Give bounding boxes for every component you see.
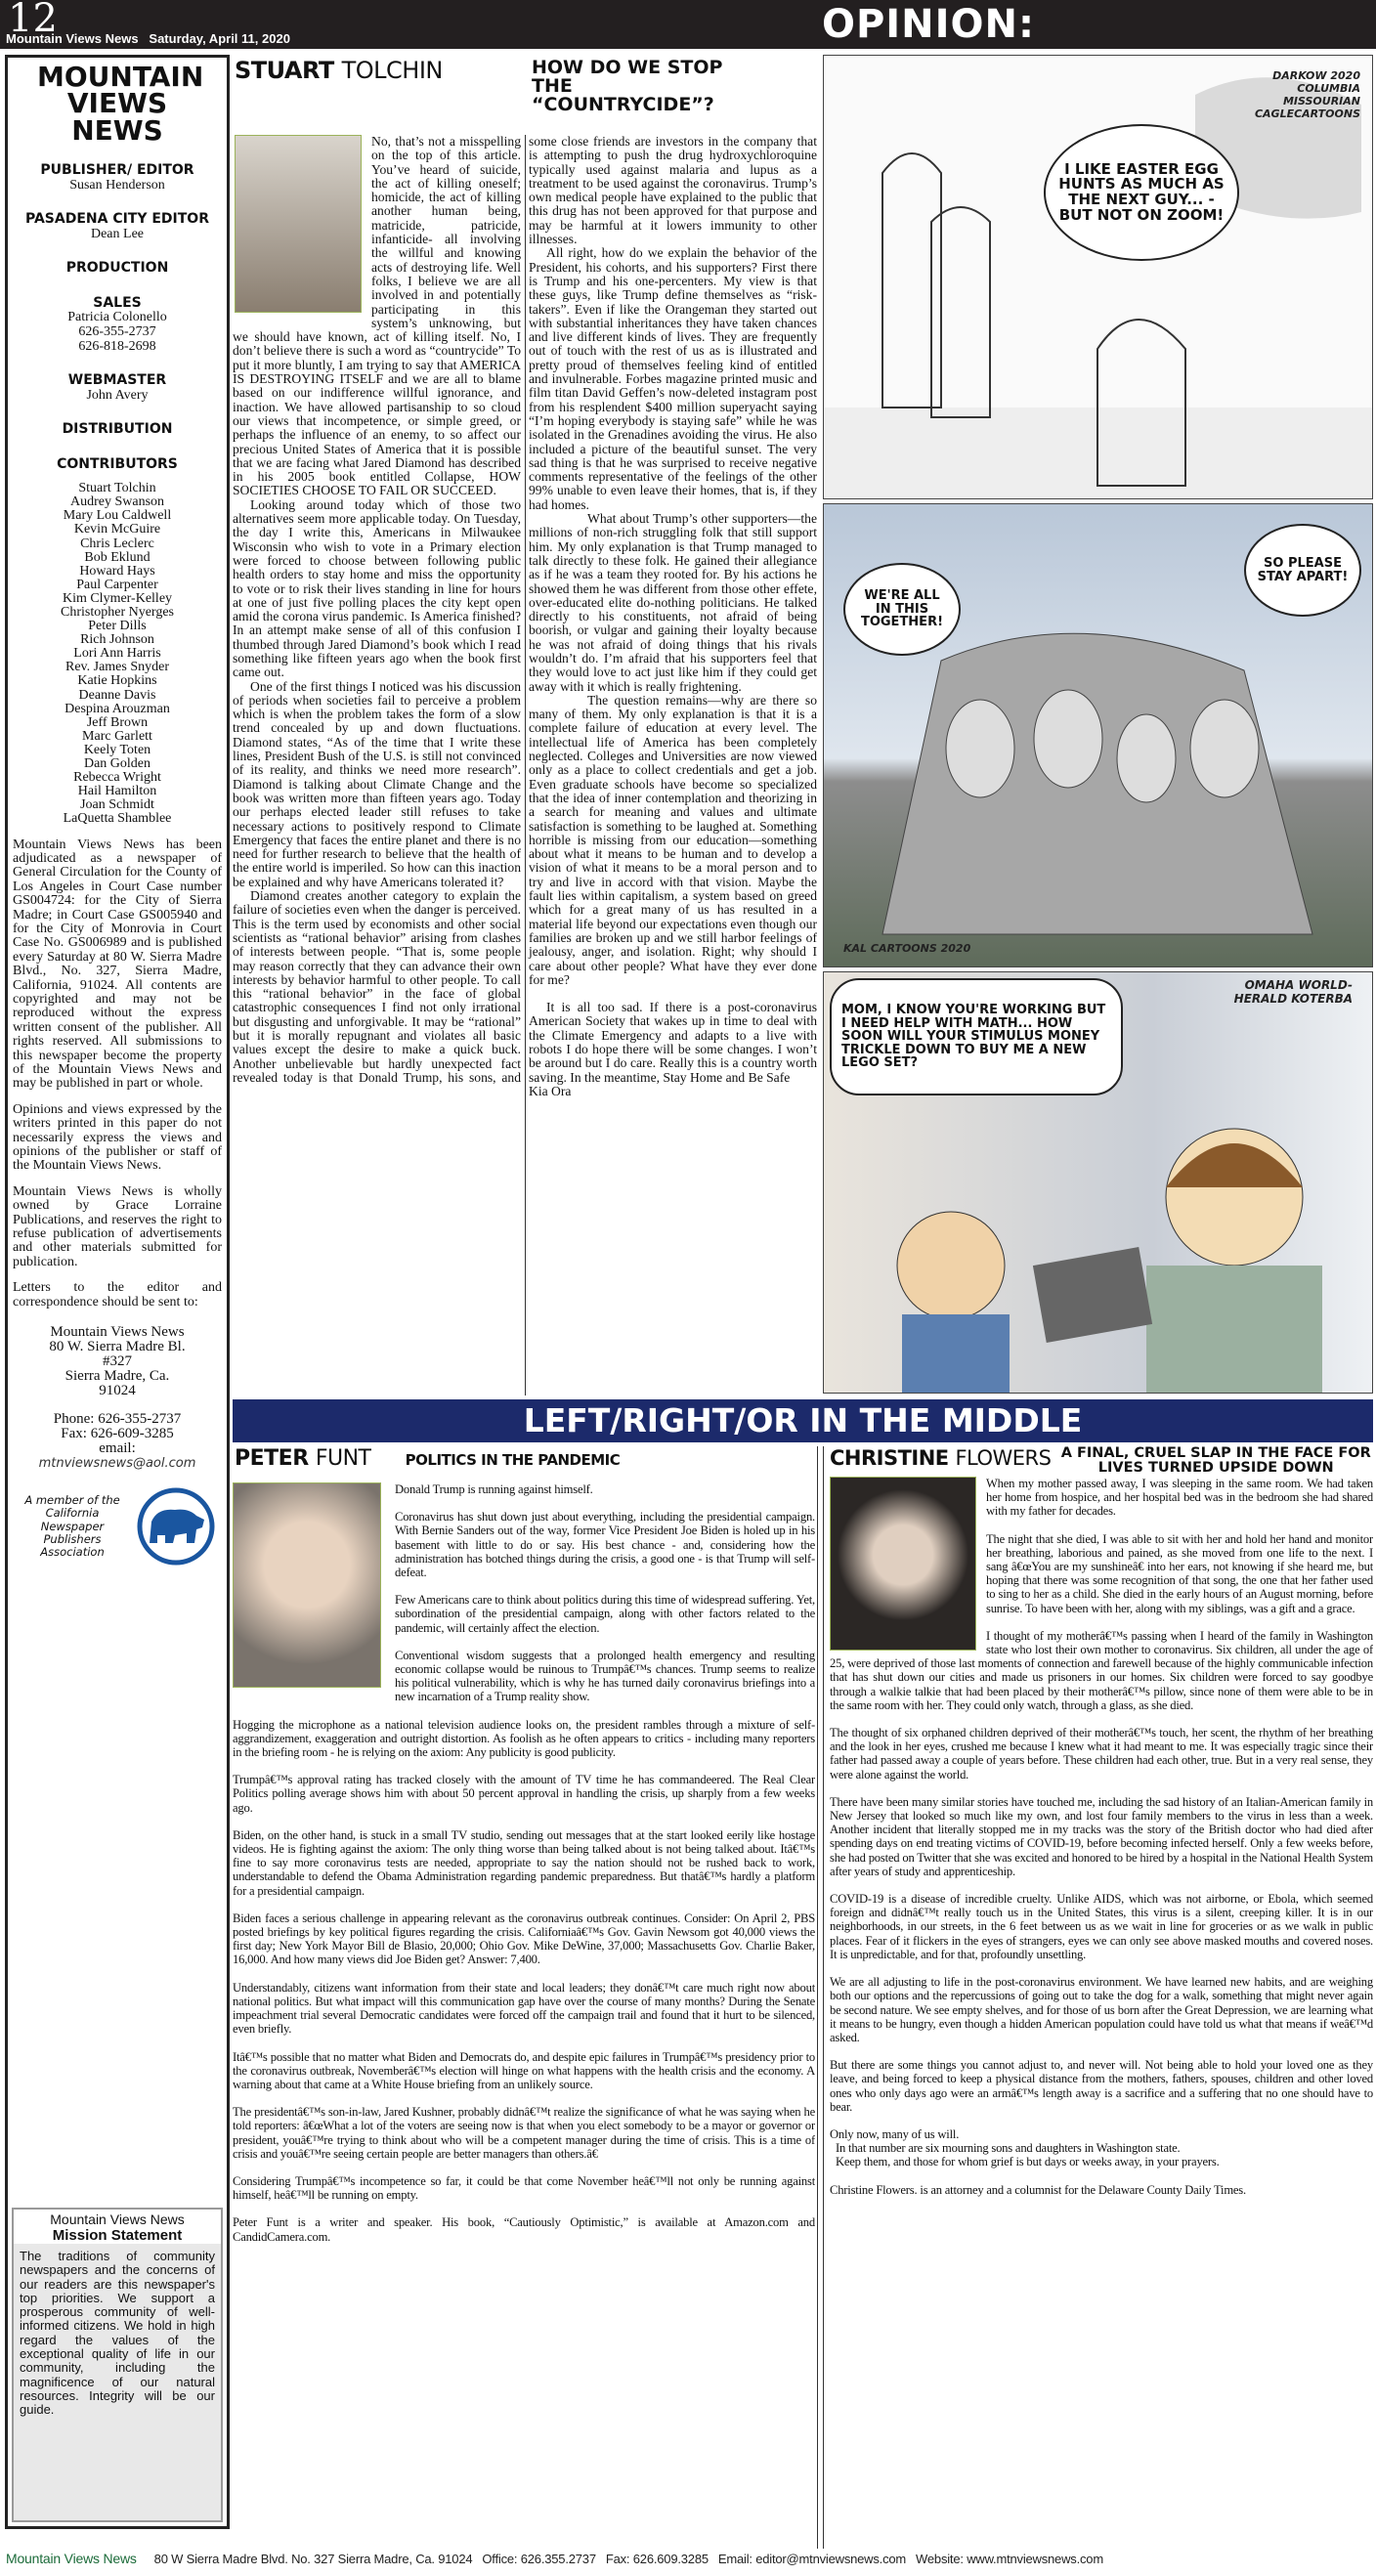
author-last: FLOWERS [955,1446,1052,1470]
contributor-name: Christopher Nyerges [61,605,174,621]
cartoon-mount-rushmore [823,503,1373,967]
masthead-date: Mountain Views News Saturday, April 11, 2020 [6,31,290,46]
article-paragraph: No, that’s not a misspelling on the top of this article. You’ve heard of suicide, the act of killing oneself; homicide, the act of killing another human being, matricide, patricide, infanticide- all involving the willful and knowing acts of destroying life. Well folks, I believe we are all involved in and potentially participating in this system’s unknowing, but we should have known, act of killing itself. No, I don’t believe there is such a word as “countrycide” To put it more bluntly, I am trying to say that AMERICA IS DESTROYING ITSELF and we are all to blame based on our indifference willful ignorance, and inaction. We have allowed partisanship to so cloud our views that incompetence, or simple greed, or perhaps the influence of an enemy, to so affect our precious United States of America that it is possible that we are facing what Jared Diamond has described in his 2005 book entitled Collapse, HOW SOCIETIES CHOOSE TO FAIL OR SUCCEED. [233,135,521,498]
article-paragraph: The question remains—why are there so many of them. My only explanation is that it is a complete failure of education at every level. The intellectual life of America has been completely neglected. Colleges and Universities are now viewed only as a place to collect credentials and get a job. Even graduate schools have become so specialized that the idea of inner contemplation and theorizing in a search for meaning and values and ultimate satisfaction is something to be laughed at. Something horrible is missing from our education—something about what it means to be human and to develop a vision of what it means to be a moral person and to try and live in accord with that vision. Maybe the fault lies within capitalism, a system based on greed which for a great many of us has resulted in a material life beyond our expectations even though our families are broken up and we still harbor feelings of jealousy, anger, and isolation. Right; why should I care about other people? What have they ever done for me? [529,692,817,987]
page-number: 12 [8,0,58,41]
contributor-name: Jeff Brown [86,714,149,730]
article-headline: POLITICS IN THE PANDEMIC [405,1451,621,1469]
author-bio: Christine Flowers. is an attorney and a columnist for the Delaware County Daily Times. [830,2182,1246,2197]
footer-email[interactable]: Email: editor@mtnviewsnews.com [717,2552,907,2566]
cartoon-stimulus-lego [823,971,1373,1394]
contact-line: Phone: 626-355-2737 [53,1411,182,1428]
staff-name: Susan Henderson [69,177,165,193]
article-paragraph: One of the first things I noticed was his discussion of periods when societies fail to perceive a problem which is when the problem takes the form of a slow trend concealed by up and down fluctuations. Diamond states, “As of the time that I write these lines, President Bush of the U.S. is still not convinced of its reality, and thinks we need more research”. Diamond is talking about Climate Change and the book was written more than fifteen years ago. Today our perhaps elected leader still refuses to take necessary actions to positively respond to Climate Emergency that faces the entire planet and there is no need for further research to believe that the health of the entire world is imperiled. So how can this inaction be explained and why have Americans tolerated it? [233,678,521,889]
page-header [0,0,1376,49]
legal-notice [8,838,227,1310]
section-banner: LEFT/RIGHT/OR IN THE MIDDLE [233,1399,1373,1442]
staff-role: SALES [93,294,142,311]
article-paragraph: The presidentâ€™s son-in-law, Jared Kushner, probably didnâ€™t realize the significance of what he was saying when he told reporters: â€œWhat a lot of the voters are seeing now is that when you elect somebody to be a mayor or governor or president, youâ€™re trying to think about who will be a competent manager during the time of crisis. This is a time of crisis and youâ€™re seeing certain people are better managers than others.â€ [233,2105,815,2161]
staff-list [8,163,227,472]
article-body [233,1482,815,2244]
article-paragraph: Kia Ora [529,1083,572,1098]
article-paragraph: Donald Trump is running against himself. [395,1482,593,1496]
notice-paragraph: Opinions and views expressed by the writers printed in this paper do not necessarily express the views and opinions of the publisher or staff of the Mountain Views News. [13,1101,222,1174]
cartoon-drawing-icon [824,56,1373,499]
article-paragraph: I thought of my motherâ€™s passing when I heard of the family in Washington state who lost their own mother to coronavirus. Six children, all under the age of 25, were deprived of those last moments of connection and farewell because of the highly communicable infection that has shut down our cities and made us prisoners in our homes. Six children were forced to say goodbye through a walkie talkie that had been placed by their motherâ€™s pillow, since none of them were able to be in the same room with her. They could only watch, through a glass, as she died. [830,1628,1373,1712]
author-first: CHRISTINE [830,1446,949,1470]
contributor-name: Audrey Swanson [69,494,165,510]
article-headline: A FINAL, CRUEL SLAP IN THE FACE FOR LIVES TURNED UPSIDE DOWN [1060,1446,1371,1476]
contributor-name: Paul Carpenter [76,577,158,592]
footer-office: Office: 626.355.2737 [482,2552,596,2566]
article-paragraph: When my mother passed away, I was sleeping in the same room. We had taken her home from hospice, and her hospital bed was in the bedroom she had shared with my father for decades. [986,1477,1373,1519]
article-paragraph: Diamond creates another category to explain the failure of societies even when the danger is perceived. This is the term used by economists and other social scientists as “rational behavior” arising from clashes of interests between people. “That is, some people may reason correctly that they can advance their own interests by behavior harmful to other people. To call this “rational behavior” in the face of global catastrophic consequences I find not only irrational but disgusting and unforgivable. It may be “rational” but it is morally repugnant and violates all basic values except the desire to make a quick buck. Another unbelievable but hardly unexpected fact revealed today is that Donald Trump, his sons, and some close friends are investors in the company that is attempting to push the drug hydroxychloroquine typically used against malaria and lupus as a treatment to be used against the coronavirus. Trump’s own medical people have explained to the public that this drug has not been approved for that purpose and may be harmful at it lowers immunity to other illnesses. [233,135,817,1085]
article-paragraph: Considering Trumpâ€™s incompetence so far, it could be that come November heâ€™ll not only be running against himself, heâ€™ll be running on empty. [233,2173,815,2203]
contributor-name: Mary Lou Caldwell [63,508,172,524]
cartoonist-signature: OMAHA WORLD-HERALD KOTERBA [1233,978,1353,1006]
staff-role: PRODUCTION [65,260,169,277]
article-paragraph: There have been many similar stories have touched me, including the sad history of an Italian-American family in New Jersey that looked so much like my own, and lost four family members to the virus in less than a week. Another incident that literally stopped me in my tracks was the story of the British doctor who had died after spending days on end treating victims of COVID-19, before becoming infected herself. Only a few weeks before, she had posted on Twitter that she was excited and honored to be hired by a hospital in the National Health System after years of study and apprenticeship. [830,1794,1373,1878]
contributor-name: Dan Golden [83,756,151,772]
article-paragraph: Itâ€™s possible that no matter what Biden and Democrats do, and despite epic failures in Trumpâ€™s presidency prior to the coronavirus outbreak, Novemberâ€™s election will hinge on what happens with the health crisis and the economy. A warning about that came at a White House briefing from an unlikely source. [233,2049,815,2091]
cartoonist-signature: KAL CARTOONS 2020 [843,942,971,955]
staff-name: Patricia Colonello [67,310,167,325]
article-paragraph: The night that she died, I was able to sit with her and hold her hand and monitor her breathing, laborious and pained, as she moved from one life to the next. I sang â€œYou are my sunshineâ€ into her ears, not knowing if she heard me, but hoping that there was some recognition of that song, the one that her father used to sing to her as a child. She died in the early hours of an August morning, before sunrise. To have been with her, along with my siblings, was a gift and a grace. [986,1531,1373,1615]
contributor-name: Rev. James Snyder [64,660,170,675]
contributor-name: Katie Hopkins [77,673,157,689]
author-photo [235,135,362,313]
article-paragraph: Understandably, citizens want information from their state and local leaders; they donâ€™t care much right now about national politics. But what impact will this communication gap have over the course of many months? During the Senate impeachment trial several Democratic candidates were forced off the campaign trail and found that it hurt to be silenced, even briefly. [233,1980,815,2037]
article-paragraph: Conventional wisdom suggests that a prolonged health emergency and resulting economic collapse would be ruinous to Trumpâ€™s chances. Trump seems to realize his political vulnerability, which is why he has turned daily coronavirus briefings into a new incarnation of a Trump reality show. [395,1648,815,1704]
page-footer [0,2551,1376,2574]
contributor-name: Keely Toten [83,742,151,757]
cnpa-membership [8,1486,227,1567]
notice-paragraph: Mountain Views News has been adjudicated as a newspaper of General Circulation for the County of Los Angeles in Court Case number GS004724: for the City of Sierra Madre; in Court Case GS005940 and for the City of Monrovia in Court Case No. GS006989 and is published every Saturday at 80 W. Sierra Madre Blvd., No. 327, Sierra Madre, California, 91024. All contents are copyrighted and may not be reproduced without the express written consent of the publisher. All rights reserved. All submissions to this newspaper become the property of the Mountain Views News and may be published in part or whole. [13,837,222,1092]
article-tolchin [233,55,817,1395]
contributor-name: Howard Hays [79,563,155,579]
staff-name: 626-355-2737 [78,323,156,339]
contributor-name: Rebecca Wright [73,770,161,786]
footer-address: 80 W Sierra Madre Blvd. No. 327 Sierra Madre, Ca. 91024 [153,2552,473,2566]
section-title: OPINION: [821,2,1036,47]
author-first: PETER [235,1446,309,1471]
staff-role: WEBMASTER [67,372,167,389]
speech-bubble-left: WE'RE ALL IN THIS TOGETHER! [843,563,961,656]
address-line: 91024 [99,1383,136,1399]
contributor-name: Marc Garlett [82,728,152,744]
footer-brand: Mountain Views News [6,2551,137,2566]
notice-paragraph: Letters to the editor and correspondence should be sent to: [13,1280,222,1309]
address-line: 80 W. Sierra Madre Bl. [49,1339,186,1355]
notice-paragraph: Mountain Views News is wholly owned by Grace Lorraine Publications, and reserves the right to refuse publication of advertisements and other materials submitted for publication. [13,1183,222,1269]
member-text: A member of the California Newspaper Publishers Association [24,1493,120,1559]
contributor-name: Kim Clymer-Kelley [62,590,173,606]
article-paragraph: Peter Funt is a writer and speaker. His book, “Cautiously Optimistic,” is available at Amazon.com and CandidCamera.com. [233,2215,815,2244]
mission-text: The traditions of community newspapers and the concerns of our readers are this newspaper's top priorities. We support a prosperous community of well-informed citizens. We hold in high regard the values of the exceptional quality of life in our community, including the magnificence of our natural resources. Integrity will be our guide. [20,2249,215,2418]
article-flowers [823,1446,1373,2549]
paper-title: MOUNTAIN VIEWS NEWS [37,61,204,147]
address-line: Mountain Views News [50,1324,185,1341]
cartoonist-signature: DARKOW 2020 COLUMBIA MISSOURIAN CAGLECARTOONS [1254,69,1360,120]
article-paragraph: It is all too sad. If there is a post-coronavirus American Society that wakes up in time to deal with the Climate Emergency and adapts to a live with robots I do hope there will be some changes. I won’t be around but I do care. Really this is a country worth saving. In the meantime, Stay Home and Be Safe [529,1000,817,1085]
contributor-name: Despina Arouzman [64,701,170,716]
article-paragraph: Biden, on the other hand, is stuck in a small TV studio, sending out messages that at the start looked eerily like hostage videos. He is fighting against the axiom: The only thing worse than being talked about is not being talked about. Itâ€™s fine to say more coronavirus tests are needed, appropriate to say the nation should not be rushed back to work, understandable to defend the Obama Administration regarding pandemic preparedness. But thatâ€™s hardly a platform for a presidential campaign. [233,1827,815,1898]
cnpa-bear-logo-icon [136,1486,216,1567]
staff-role: PASADENA CITY EDITOR [24,211,209,228]
author-last: TOLCHIN [341,57,443,84]
article-paragraph: Looking around today which of those two alternatives seem more applicable today. On Tuesday, the day I write this, Americans in Milwaukee Wisconsin who wish to vote in a Primary election were forced to choose between following public health orders to stay home and miss the opportunity to vote or to risk their lives standing in line for hours at one of just five polling places the city kept open amid the corona virus pandemic. Is America finished? In an attempt make sense of all of this confusion I thumbed through Jared Diamond’s book which I read something like fifteen years ago when the book first came out. [233,496,521,680]
staff-role: DISTRIBUTION [62,421,173,438]
author-first: STUART [235,57,334,84]
article-paragraph: What about Trump’s other supporters—the millions of non-rich struggling folk that still support him. My only explanation is that Trump managed to talk directly to these folk. He gained their allegiance as if he was a team they rooted for. By his actions he showed them he was different from those other effete, over-educated elite do-nothing politicians. He talked directly to his constituents, not afraid of being boorish, or vulgar and gaining their loyalty because he was not afraid of doing things that his rivals wouldn’t do. I’m afraid that his supporters feel that they would love to act just like him if they could get away with it which is really frightening. [529,511,817,694]
speech-bubble-right: SO PLEASE STAY APART! [1244,524,1361,617]
article-funt [233,1446,815,2549]
staff-role: PUBLISHER/ EDITOR [40,162,194,179]
contributor-name: LaQuetta Shamblee [63,811,172,827]
cartoon-easter-zoom [823,55,1373,499]
article-paragraph: Trumpâ€™s approval rating has tracked closely with the amount of TV time he has commandeered. The Real Clear Politics polling average shows him with about 50 percent approval in handling the crisis, up sharply from a few weeks ago. [233,1773,815,1815]
contributor-name: Peter Dills [88,619,147,634]
contributor-name: Deanne Davis [78,687,156,703]
staff-name: John Avery [86,387,149,403]
article-body [830,1477,1373,2197]
contributor-name: Bob Eklund [84,549,150,565]
closing-line: In that number are six mourning sons and daughters in Washington state. [836,2141,1181,2156]
speech-bubble: MOM, I KNOW YOU'RE WORKING BUT I NEED HELP WITH MATH... HOW SOON WILL YOUR STIMULUS MONEY TRICKLE DOWN TO BUY ME A NEW LEGO SET? [830,978,1123,1095]
article-paragraph: The thought of six orphaned children deprived of their motherâ€™s touch, her scent, the rhythm of her breathing and the look in her eyes, crushed me because I knew what it had meant to me. It was especially tragic since their father had passed away a couple of years before. These children had each other, true. But in a very real sense, they were alone against the world. [830,1726,1373,1782]
staff-role: CONTRIBUTORS [57,455,178,472]
author-byline [235,1446,815,1471]
sidebar-staff-box [5,55,230,2529]
mailing-address [8,1325,227,1398]
contact-info [8,1412,227,1456]
contributor-name: Kevin McGuire [73,522,161,537]
article-paragraph: Coronavirus has shut down just about everything, including the presidential campaign. With Bernie Sanders out of the way, former Vice President Joe Biden is holed up in his basement with little to do or say. His best chance - and, considering how the administration has botched things during the crisis, a good one - is that Trump will self-defeat. [395,1510,815,1580]
contributor-name: Lori Ann Harris [73,646,161,662]
article-paragraph: COVID-19 is a disease of incredible cruelty. Unlike AIDS, which was not airborne, or Ebola, which seemed foreign and didnâ€™t really touch us in the United States, this virus is a silent, creeping killer. It is in our neighborhoods, in our streets, in the 6 feet between us as we wait in line for groceries or as we walk in public places. Fear of it flickers in the eyes of strangers, eyes we can only see above masked mouths and covered noses. It is unpredictable, and for that, profoundly unsettling. [830,1892,1373,1961]
contributor-name: Rich Johnson [80,632,154,648]
contributor-name: Chris Leclerc [80,536,154,551]
article-paragraph: All right, how do we explain the behavior of the President, his cohorts, and his supporters? First there is Trump and his one-percenters. My view is that these guys, like Trump define themselves as “risk-takers”. Even if like the Orangeman they started out with substantial inheritances they have taken chances and live different kinds of lives. They are frequently out of touch with the rest of us as is illustrated and pretty proud of themselves feeling kind of entitled and invulnerable. Forbes magazine printed music and film titan David Geffen’s now-deleted instagram post from his resplendent $400 million superyacht saying “I’m hoping everybody is staying safe” while he was isolated in the Grenadines avoiding the virus. He also included a picture of the beautiful sunset. The very sad thing is that he was surprised to receive negative comments representative of the feelings of the other 99% unable to even leave their homes, that is, if they had homes. [529,245,817,512]
article-body [233,135,817,1395]
contact-line: email: [99,1440,136,1457]
footer-website[interactable]: Website: www.mtnviewsnews.com [916,2552,1103,2566]
staff-name: 626-818-2698 [78,338,156,354]
article-paragraph: Few Americans care to think about politics during this time of widespread suffering. Yet, subordination of the presidential campaign, along with other factors related to the pandemic, will certainly affect the election. [395,1593,815,1635]
author-last: FUNT [315,1446,371,1471]
article-header [830,1446,1373,1475]
address-line: #327 [103,1353,132,1370]
article-paragraph: Biden faces a serious challenge in appearing relevant as the coronavirus outbreak continues. Consider: On April 2, PBS posted briefings by key political figures regarding the crisis. Californiaâ€™s Gov. Gavin Newsom got 40,000 views the first day; New York Mayor Bill de Blasio, 20,000; Ohio Gov. Mike DeWine, 37,000; Massachusetts Gov. Charlie Baker, 16,000. And how many views did Joe Biden get? Answer: 7,400. [233,1911,815,1967]
mission-title: Mission Statement [52,2227,183,2244]
email-link[interactable]: mtnviewsnews@aol.com [38,1456,196,1472]
column-divider [817,1446,818,2549]
closing-line: Keep them, and those for whom grief is but days or weeks away, in your prayers. [836,2155,1220,2169]
article-headline: HOW DO WE STOP THE “COUNTRYCIDE”? [532,57,723,115]
contributor-name: Hail Hamilton [77,784,157,799]
contributors-list [8,482,227,826]
mission-statement [12,2208,223,2522]
contributor-name: Joan Schmidt [80,797,154,813]
contributor-name: Stuart Tolchin [78,481,156,496]
author-photo [830,1477,976,1651]
closing-line: Only now, many of us will. [830,2126,960,2141]
author-byline [235,57,443,84]
author-photo [233,1482,381,1688]
mission-paper-name: Mountain Views News [50,2211,185,2227]
speech-bubble: I LIKE EASTER EGG HUNTS AS MUCH AS THE NEXT GUY... -BUT NOT ON ZOOM! [1044,124,1239,261]
staff-name: Dean Lee [90,226,145,241]
article-paragraph: Hogging the microphone as a national television audience looks on, the president rambles through a mixture of self-aggrandizement, exaggeration and outright distortion. As foolish as he often appears to critics - including many reporters in the briefing room - he is relying on the axiom: Any publicity is good publicity. [233,1717,815,1760]
article-paragraph: We are all adjusting to life in the post-coronavirus environment. We have learned new habits, and are weighing both our options and the repercussions of going out to take the dog for a walk, something that might never again be second nature. We see empty shelves, and for those of us born after the Great Depression, we are learning what it means to be hungry, even though a hidden American population could have told us what that means if weâ€™d asked. [830,1975,1373,2044]
article-paragraph: But there are some things you cannot adjust to, and never will. Not being able to hold your loved one as they leave, and being forced to keep a physical distance from the mothers, fathers, spouses, children and other loved ones who only days ago were an armâ€™s length away is a sacrifice and a suffering that no one should have to bear. [830,2058,1373,2114]
address-line: Sierra Madre, Ca. [64,1368,170,1385]
author-byline [830,1446,1051,1470]
contact-line: Fax: 626-609-3285 [61,1426,174,1442]
footer-fax: Fax: 626.609.3285 [605,2552,709,2566]
